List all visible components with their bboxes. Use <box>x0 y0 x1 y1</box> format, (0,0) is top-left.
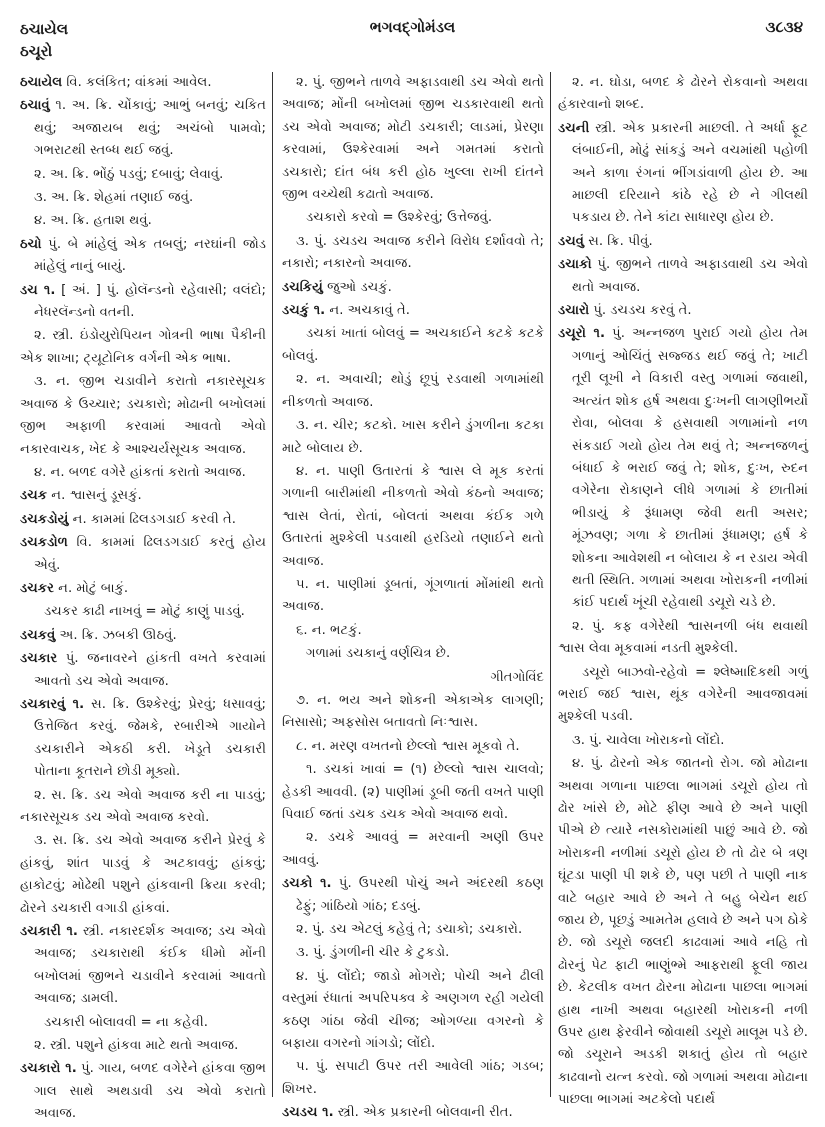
definition-text: ૨. પું. જીભને તાળવે અફાડવાથી ડચ એવો થતો અવાજ; મોંની બખોલમાં જીભ ચડકારવાથી થતો ડચ એવો અવાજ; મોટી ડચકારી; લાડમાં, પ્રેરણા કરવામાં, ઉશ્કેરવામાં અને ગમતમાં કરાતો ડચકારો; દાંત બંધ કરી હોઠ ખુલ્લા રાખી દાંતને જીભ વચ્ચેથી કઢાતો અવાજ. <box>282 75 544 203</box>
definition-text: ગળામાં ડચકાનું વર્ણચિત્ર છે. <box>306 646 451 662</box>
definition-text: સ. ક્રિ. ઉશ્કેરવું; પ્રેરવું; ધસાવવું; ઉત્તેજિત કરવું. જેમકે, રબારીએ ગાયોને ડચકારીને એકઠી કરી. ખેડૂતે ડચકારી પોતાના કૂતરાને છોડી મૂક્યો. <box>34 696 266 780</box>
sense-definition <box>20 187 266 209</box>
citation-source <box>282 667 544 689</box>
definition-text: ૪. ન. બળદ વગેરે હાંકતાં કરાતો અવાજ. <box>34 464 246 480</box>
headword: ડચકાર <box>20 651 58 667</box>
definition-text: ન. શ્વાસનું ડૂસકું. <box>47 488 142 504</box>
usage-example <box>558 662 808 729</box>
definition-text: ૩. પું. ચાવેલા ખોરાકનો લોંદો. <box>572 732 725 748</box>
definition-text: ૩. ન. જીભ ચડાવીને કરાતો નકારસૂચક અવાજ કે ઉચ્ચાર; ડચકારો; મોઢાની બખોલમાં જીભ અફાળી કરવામાં આવતો એવો નકારવાચક, ખેદ કે આશ્ચર્યસૂચક અવાજ. <box>20 374 266 457</box>
sense-definition <box>20 164 266 186</box>
column-2 <box>282 72 544 1126</box>
sense-definition <box>282 1056 544 1101</box>
definition-text: ૫. ન. પાણીમાં ડૂબતાં, ગૂંગળાતાં મોંમાંથી થતો અવાજ. <box>282 576 544 615</box>
sense-definition <box>558 72 808 117</box>
usage-example <box>20 1012 266 1034</box>
sense-definition <box>282 736 544 758</box>
sense-definition <box>20 371 266 461</box>
definition-text: ડચકર કાઢી નાખવું = મોટું કાણું પાડવું. <box>44 604 245 620</box>
dictionary-entry <box>20 921 266 1011</box>
usage-example <box>282 643 544 665</box>
sense-definition <box>558 616 808 661</box>
definition-text: પું. ગાય, બળદ વગેરેને હાંકવા જીભ ગાલ સાથે અથડાવી ડચ એવો કરાતો અવાજ. <box>34 1061 266 1122</box>
dictionary-entry <box>282 873 544 918</box>
dictionary-entry <box>558 118 808 230</box>
headword: ડચકારી ૧. <box>20 924 78 940</box>
definition-text: ૨. સ્ત્રી. પશુને હાંકવા માટે થતો અવાજ. <box>34 1038 239 1054</box>
definition-text: ૩. પું. ડુંગળીની ચીર કે ટુકડો. <box>296 945 450 961</box>
definition-text: ડચકાં ખાતાં બોલવું = અચકાઈને કટકે કટકે બોલવું. <box>282 326 544 364</box>
definition-text: ૩. ન. ચીર; કટકો. ખાસ કરીને ડુંગળીના કટકા માટે બોલાય છે. <box>282 418 544 456</box>
definition-text: પું. ઉપરથી પોચું અને અંદરથી કઠણ ઢેફું; ગાંઠિયો ગાંઠ; દડબું. <box>296 876 544 914</box>
dictionary-entry <box>20 485 266 507</box>
definition-text: ૪. પું. લોંદો; જાડો મોગરો; પોચી અને ઢીલી વસ્તુમાં રંધાતાં અપરિપક્વ કે અણગળ રહી ગયેલી કઠણ ગાંઠા જેવી ચીજ; ઓગળ્યા વગરનો કે બફાયા વગરનો ગાંગડો; લોંદો. <box>282 968 544 1052</box>
column-1 <box>20 72 266 1127</box>
column-divider <box>550 72 551 1097</box>
sense-definition <box>20 462 266 484</box>
definition-text: ૨. સ્ત્રી. ઇંડોયુરોપિયન ગોત્રની ભાષા પૈકીની એક શાખા; ટ્યૂટોનિક વર્ગની એક ભાષા. <box>20 328 266 366</box>
definition-text: ૩. સ. ક્રિ. ડચ એવો અવાજ કરીને પ્રેરવું કે હાંકવું, શાંત પાડવું કે અટકાવવું; હાંકવું; હાકોટવું; મોઢેથી પશુને હાંકવાની ક્રિયા કરવી; ઢોરને ડચકારી વગાડી હાંકવાં. <box>20 833 266 916</box>
sense-definition <box>282 966 544 1056</box>
page-title: ભગવદ્ગોમંડલ <box>369 18 456 36</box>
definition-text: ૨. ન. અવાચી; થોડું છૂપું રડવાથી ગળામાંથી નીકળતો અવાજ. <box>282 372 544 410</box>
usage-example <box>282 759 544 826</box>
definition-text: ન. અચકાવું તે. <box>325 303 410 319</box>
headword: ડચડચ ૧. <box>282 1105 334 1121</box>
definition-text: [ અં. ] પું. હોલૅન્ડનો રહેવાસી; વલંદો; નેધરલૅન્ડનો વતની. <box>34 282 267 321</box>
headword: ડચકવું <box>20 627 56 643</box>
definition-text: ૨. પું. ડચ એટલું કહેવું તે; ડચાકો; ડચકારો. <box>296 922 523 938</box>
definition-text: ૨. ન. ઘોડા, બળદ કે ઢોરને રોકવાનો અથવા હંકારવાનો શબ્દ. <box>558 75 808 113</box>
sense-definition <box>20 325 266 370</box>
sense-definition <box>282 369 544 414</box>
headword: ઠચો <box>20 236 42 252</box>
definition-text: ડચકારો કરવો = ઉશ્કેરવું; ઉત્તેજવું. <box>306 210 493 226</box>
headword: ડચારો <box>558 303 590 319</box>
sense-definition <box>282 620 544 642</box>
headword: ડચકિયું <box>282 279 323 295</box>
sense-definition <box>282 231 544 276</box>
headword: ડચની <box>558 120 590 136</box>
sense-definition <box>282 72 544 206</box>
sense-definition <box>282 690 544 735</box>
dictionary-entry <box>282 300 544 322</box>
dictionary-entry <box>20 72 266 94</box>
headword: ડચૂરો ૧. <box>558 326 605 342</box>
guide-word-last: ઠચૂરો <box>20 42 53 60</box>
definition-text: ૨. પું. કફ વગેરેથી શ્વાસનળી બંધ થવાથી શ્વાસ લેવા મૂકવામાં નડતી મુશ્કેલી. <box>558 618 808 657</box>
definition-text: સ્ત્રી. એક પ્રકારની માછલી. તે અર્ધા ફૂટ લંબાઈની, મોઢું સાંકડું અને વચમાંથી પહોળી અને કાળા રંગનાં ભીંગડાંવાળી હોય છે. આ માછલી દરિયાને કાંઠે રહે છે ને ગીલથી પકડાય છે. તેને કાંટા સાધારણ હોય છે. <box>572 120 808 226</box>
dictionary-entry <box>558 300 808 322</box>
definition-text: ડચૂરો બાઝવો-રહેવો = શ્લેષ્માદિકથી ગળું ભરાઈ જઈ શ્વાસ, થૂંક વગેરેની આવજાવમાં મુશ્કેલી પડવી. <box>558 664 808 725</box>
definition-text: સ્ત્રી. નકારદર્શક અવાજ; ડચ એવો અવાજ; ડચકારાથી કંઈક ધીમો મોંની બખોલમાં જીભને ચડાવીને કરવામાં આવતો અવાજ; ડામલી. <box>34 924 266 1007</box>
headword: ડચક <box>20 488 48 504</box>
headword: ઠચાયેલ <box>20 75 63 90</box>
definition-text: ૧. ડચકાં ખાવાં = (૧) છેલ્લો શ્વાસ ચાલવો; હેડકી આવવી. (૨) પાણીમાં ડૂબી જતી વખતે પાણી પિવાઈ જતાં ડચક ડચક એવો અવાજ થવો. <box>282 762 544 822</box>
page-number: ૩૮૩૪ <box>765 18 803 36</box>
definition-text: ૨. અ. ક્રિ. ભોંઠું પડવું; દબાવું; લેવાવું. <box>34 166 224 182</box>
sense-definition <box>558 753 808 1112</box>
definition-text: ૪. પું. ઢોરનો એક જાતનો રોગ. જો મોઢાના અથવા ગળાના પાછલા ભાગમાં ડચૂરો હોય તો ઢોર ખાંસે છે, મોટે ફીણ આવે છે અને પાણી પીએ છે ત્યારે નસકોરામાંથી પાછું આવે છે. જો ખોરાકની નળીમાં ડચૂરો હોય છે તો ઢોર બે ત્રણ ઘૂંટડા પાણી પી શકે છે, પણ પછી તે પાણી નાક વાટે બહાર આવે છે અને તે બહુ બેચેન થઈ જાય છે, પૂછડું આમતેમ હલાવે છે અને પગ ઠોકે છે. જો ડચૂરો જલદી કાઢવામાં આવે નહિ તો ઢોરનું પેટ ફાટી ભાણુંભ્મે આફરાથી ફૂલી જાય છે. કેટલીક વખત ઢોરના મોઢાના પાછલા ભાગમાં હાથ નાખી અથવા બહારથી ખોરાકની નળી ઉપર હાથ ફેરવીને જોવાથી ડચૂરો માલૂમ પડે છે. જો ડચૂરાને અડકી શકાતું હોય તો બહાર કાઢવાનો યત્ન કરવો. જો ગળામાં અથવા મોઢાના પાછલા ભાગમાં અટકેલો પદાર્થ <box>558 756 808 1108</box>
definition-text: પું. બે માંહેલું એક તબલું; નરઘાંની જોડ માંહેલું નાનું બાયું. <box>34 236 266 275</box>
dictionary-entry <box>20 234 266 279</box>
definition-text: વિ. કામમાં ઢિલડગડાઈ કરતું હોય એવું. <box>34 535 266 573</box>
dictionary-entry <box>558 231 808 253</box>
headword: ડચકર <box>20 580 54 596</box>
dictionary-entry <box>20 578 266 600</box>
definition-text: પું. અન્નજળ પુરાઈ ગયો હોય તેમ ગળાનું ઓચિંતું સજ્જડ થઈ જવું તે; ખાટી તૂરી લૂખી ને વિકારી વસ્તુ ગળામાં જવાથી, અત્યંત શોક હર્ષ અથવા દુઃખની લાગણીભર્યો રોવા, બોલવા કે હસવાથી ગળામાંનો નળ સંકડાઈ ગયો હોય તેમ થવું તે; અન્નજળનું બંધાઈ કે ભરાઈ જવું તે; શોક, દુઃખ, રુદન વગેરેના રોકાણને લીધે ગળામાં કે છાતીમાં ભીડાયું કે રૂંધામણ જેવી થતી અસર; મૂંઝવણ; ગળા કે છાતીમાં રૂંધામણ; હર્ષ કે શોકના આવેશથી ન બોલાય કે ન રડાય એવી થતી સ્થિતિ. ગળામાં અથવા ખોરાકની નળીમાં કાંઈ પદાર્થ ખૂંચી રહેવાથી ડચૂરો ચડે છે. <box>572 326 808 611</box>
headword: ડચ ૧. <box>20 282 56 298</box>
usage-example <box>20 601 266 623</box>
definition-text: ૨. સ. ક્રિ. ડચ એવો અવાજ કરી ના પાડવું; નકારસૂચક ડચ એવો અવાજ કરવો. <box>20 787 266 825</box>
dictionary-entry <box>282 277 544 299</box>
definition-text: ૧. અ. ક્રિ. ચોંકાવું; આભું બનવું; ચકિત થવું; અજાયબ થવું; અચંબો પામવો; ગભરાટથી સ્તબ્ધ થઈ જવું. <box>34 98 266 159</box>
definition-text: જુઓ ડચકું. <box>322 279 392 295</box>
headword: ડચકું ૧. <box>282 303 326 319</box>
sense-definition <box>282 461 544 573</box>
headword: ડચકારવું ૧. <box>20 696 85 712</box>
dictionary-entry <box>20 532 266 577</box>
dictionary-entry <box>282 1102 544 1124</box>
definition-text: વિ. કલંકિત; વાંકમાં આવેલ. <box>62 75 212 90</box>
sense-definition <box>282 415 544 460</box>
usage-example <box>282 323 544 368</box>
definition-text: સ્ત્રી. એક પ્રકારની બોલવાની રીત. <box>333 1105 513 1121</box>
headword: ડચાકો <box>558 257 592 273</box>
dictionary-entry <box>20 648 266 693</box>
definition-text: ન. કામમાં ઢિલડગડાઈ કરવી તે. <box>68 511 236 527</box>
dictionary-entry <box>20 509 266 531</box>
definition-text: ૨. ડચકે આવવું = મરવાની અણી ઉપર આવવું. <box>282 830 544 868</box>
definition-text: ૬. ન. ભટકું. <box>296 622 362 638</box>
definition-text: પું. જીભને તાળવે અફાડવાથી ડચ એવો થતો અવાજ. <box>572 257 808 295</box>
definition-text: ૩. અ. ક્રિ. શેહમાં તણાઈ જવું. <box>34 190 194 206</box>
column-3 <box>558 72 808 1113</box>
definition-text: ગીતગોવિંદ <box>490 669 544 685</box>
definition-text: ૫. પું. સપાટી ઉપર તરી આવેલી ગાંઠ; ગડબ; શિખર. <box>282 1059 544 1097</box>
definition-text: ૪. ન. પાણી ઉતારતાં કે શ્વાસ લે મૂક કરતાં ગળાની બારીમાંથી નીકળતો એવો કંઠનો અવાજ; શ્વાસ લેતાં, રોતાં, બોલતાં અથવા કંઈક ગળે ઉતારતાં મુશ્કેલી પડવાથી હરડિયો તણાઈને થતો અવાજ. <box>282 463 544 569</box>
headword: ડચકારો ૧. <box>20 1061 77 1077</box>
sense-definition <box>20 1035 266 1057</box>
definition-text: ૪. અ. ક્રિ. હતાશ થવું. <box>34 213 152 229</box>
column-divider <box>272 72 273 1097</box>
definition-text: સ. ક્રિ. પીવું. <box>584 233 653 249</box>
sense-definition <box>20 830 266 920</box>
dictionary-entry <box>20 1058 266 1125</box>
sense-definition <box>282 574 544 619</box>
usage-example <box>282 827 544 872</box>
headword: ડચકો ૧. <box>282 876 332 892</box>
definition-text: પું. ડચડચ કરવું તે. <box>589 303 692 319</box>
definition-text: અ. ક્રિ. ઝબકી ઊઠવું. <box>55 627 177 643</box>
headword: ડચકડોયું <box>20 511 69 527</box>
definition-text: ૭. ન. ભય અને શોકની એકાએક લાગણી; નિસાસો; અફસોસ બતાવતો નિઃશ્વાસ. <box>282 692 544 731</box>
headword: ડચકડોળ <box>20 535 68 551</box>
sense-definition <box>20 210 266 232</box>
sense-definition <box>20 785 266 830</box>
definition-text: પું. જનાવરને હાંકતી વખતે કરવામાં આવતો ડચ એવો અવાજ. <box>34 651 266 689</box>
dictionary-entry <box>20 625 266 647</box>
sense-definition <box>282 942 544 964</box>
definition-text: ન. મોટું બાકું. <box>53 580 129 596</box>
dictionary-entry <box>20 95 266 162</box>
dictionary-entry <box>20 694 266 784</box>
sense-definition <box>282 919 544 941</box>
definition-text: ૮. ન. મરણ વખતનો છેલ્લો શ્વાસ મૂકવો તે. <box>296 738 520 754</box>
dictionary-entry <box>558 323 808 614</box>
dictionary-entry <box>558 254 808 299</box>
guide-word-first: ઠચાયેલ <box>20 20 69 38</box>
definition-text: ડચકારી બોલાવવી = ના કહેવી. <box>44 1014 208 1030</box>
usage-example <box>282 207 544 229</box>
sense-definition <box>558 730 808 752</box>
headword: ઠચાવું <box>20 98 50 114</box>
definition-text: ૩. પું. ડચડચ અવાજ કરીને વિરોધ દર્શાવવો તે; નકારો; નકારનો અવાજ. <box>282 233 544 272</box>
dictionary-entry <box>20 280 266 325</box>
headword: ડચવું <box>558 233 585 249</box>
